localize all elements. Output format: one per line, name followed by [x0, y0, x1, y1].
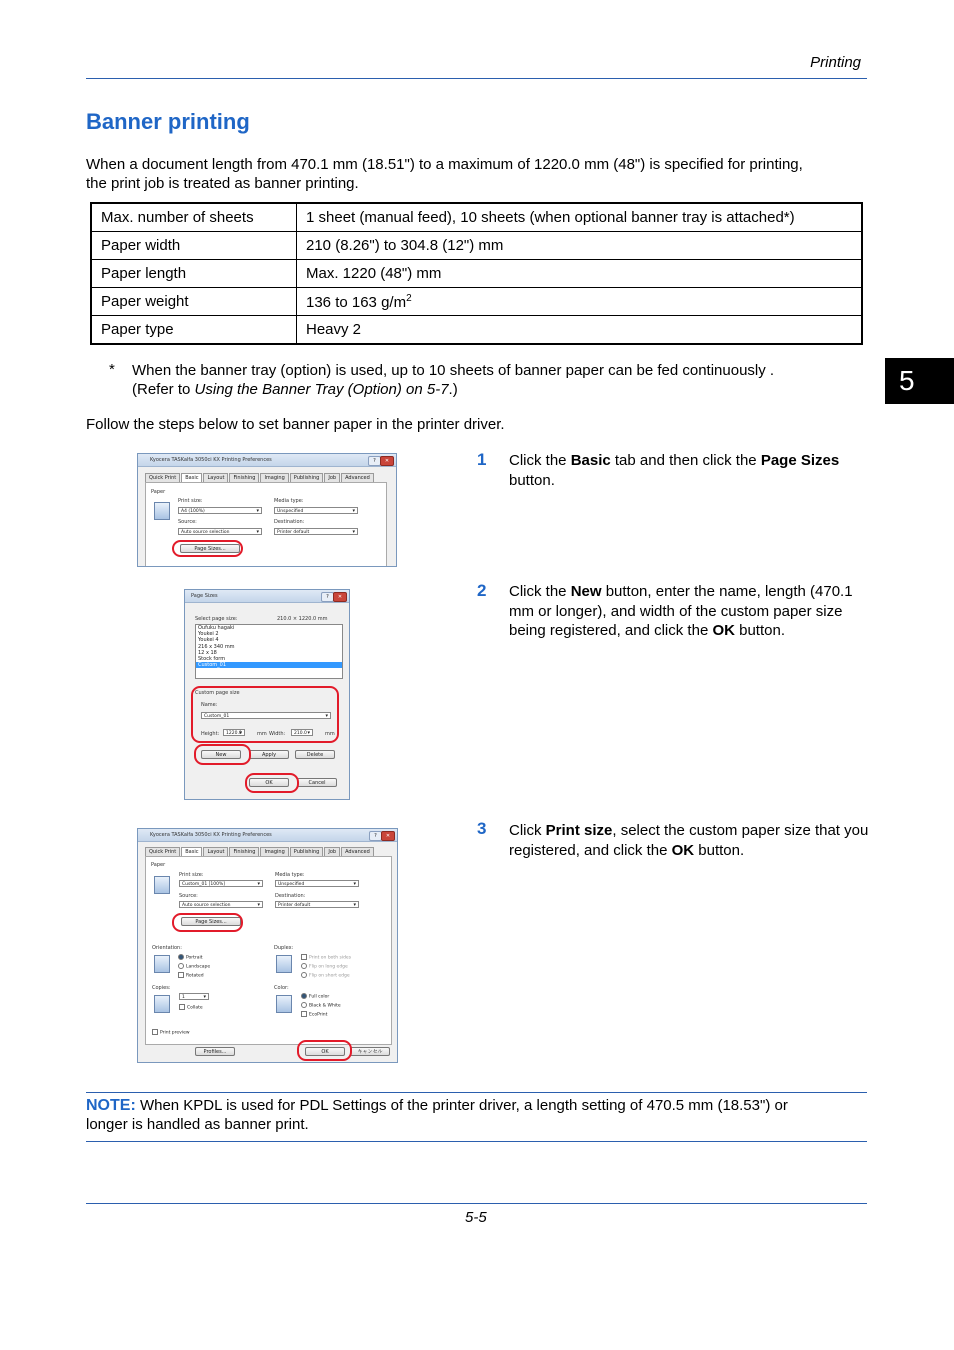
step-bold: Basic [570, 452, 611, 469]
list-item[interactable]: Stock form [198, 656, 226, 663]
running-header: Printing [810, 54, 861, 71]
help-icon[interactable]: ? [321, 592, 334, 602]
highlight-circle [172, 540, 243, 557]
note-rule-bottom [86, 1141, 867, 1142]
tab-bar [145, 473, 375, 482]
list-item-selected[interactable]: Custom_01 [196, 662, 342, 668]
highlight-circle [297, 1040, 352, 1061]
window-title: Page Sizes [191, 593, 218, 599]
spec-key: Paper length [91, 260, 297, 288]
spec-value [297, 288, 863, 316]
width-unit: mm [325, 731, 335, 737]
print-size-label: Print size: [178, 498, 203, 504]
help-icon[interactable]: ? [368, 456, 381, 466]
page-size-list[interactable] [195, 624, 343, 679]
print-size-label: Print size: [179, 872, 204, 878]
header-rule [86, 78, 867, 79]
radio-selected-icon [301, 993, 307, 999]
close-icon[interactable]: ✕ [380, 456, 394, 466]
profiles-button[interactable]: Profiles... [195, 1047, 235, 1056]
height-label: Height: [201, 731, 220, 737]
help-icon[interactable]: ? [369, 831, 382, 841]
option-label: Rotated [186, 973, 204, 979]
select-page-size-label: Select page size: [195, 616, 238, 622]
screenshot-page-sizes-dialog [184, 589, 350, 800]
table-row [91, 316, 862, 345]
step-number: 2 [477, 581, 487, 600]
print-preview-checkbox[interactable] [152, 1029, 190, 1036]
destination-label: Destination: [275, 893, 306, 899]
color-label: Color: [274, 985, 289, 991]
ok-button[interactable]: OK [305, 1047, 345, 1056]
close-icon[interactable]: ✕ [381, 831, 395, 841]
table-row [91, 232, 862, 260]
note [86, 1096, 788, 1134]
printer-icon [154, 502, 170, 520]
source-dropdown[interactable]: Auto source selection ▾ [179, 901, 263, 908]
source-dropdown[interactable]: Auto source selection ▾ [178, 528, 262, 535]
table-row [91, 203, 862, 232]
step-bold: OK [671, 841, 695, 859]
option-label: EcoPrint [309, 1012, 328, 1018]
option-label: Flip on long edge [309, 964, 348, 970]
step-number: 1 [477, 450, 487, 469]
step-text [509, 451, 869, 490]
spec-value: 1 sheet (manual feed), 10 sheets (when optional banner tray is attached*) [297, 203, 863, 232]
step-text-part: Click the [509, 452, 571, 469]
radio-icon [301, 963, 307, 969]
spec-key: Max. number of sheets [91, 203, 297, 232]
step-number: 3 [477, 819, 487, 838]
width-input[interactable]: 210.0 ▾ [291, 729, 313, 736]
orientation-label: Orientation: [152, 945, 182, 951]
table-row [91, 288, 862, 316]
flip-long-edge-radio[interactable] [301, 963, 348, 970]
step-text-part: button. [694, 841, 745, 859]
new-button[interactable]: New [201, 750, 241, 759]
checkbox-icon [179, 1004, 185, 1010]
option-label: Black & White [309, 1003, 341, 1009]
step-text-part: button. [509, 471, 555, 489]
chapter-tab: 5 [885, 358, 954, 404]
size-readout: 210.0 × 1220.0 mm [277, 616, 328, 622]
list-item[interactable]: Youkei 4 [198, 637, 219, 644]
footnote-suffix: .) [448, 381, 458, 398]
tab-imaging[interactable]: Imaging [260, 473, 288, 482]
flip-short-edge-radio[interactable] [301, 972, 350, 979]
cancel-button[interactable]: キャンセル [350, 1047, 390, 1056]
tab-imaging[interactable]: Imaging [260, 847, 288, 856]
spec-key: Paper weight [91, 288, 297, 316]
group-label: Paper [151, 862, 166, 868]
section-title: Banner printing [86, 109, 250, 134]
option-label: Print on both sides [309, 955, 352, 961]
intro-line-2: the print job is treated as banner printing. [86, 175, 359, 192]
footnote-prefix: (Refer to [132, 381, 195, 398]
tab-bar [145, 847, 375, 856]
checkbox-icon [178, 972, 184, 978]
step-bold: Print size [545, 822, 613, 839]
radio-icon [301, 1002, 307, 1008]
source-label: Source: [179, 893, 198, 899]
checkbox-icon [301, 954, 307, 960]
window-titlebar [138, 829, 397, 842]
intro-paragraph [86, 155, 803, 193]
print-size-dropdown[interactable]: A4 (100%) ▾ [178, 507, 262, 514]
footnote [132, 361, 774, 399]
tab-publishing[interactable]: Publishing [290, 847, 324, 856]
step-text-part: tab and then click the [610, 452, 761, 469]
width-label: Width: [269, 731, 286, 737]
name-label: Name: [201, 702, 218, 708]
note-line-1 [86, 1096, 788, 1115]
radio-icon [301, 972, 307, 978]
name-input[interactable]: Custom_01 ▾ [201, 712, 331, 719]
ok-button[interactable]: OK [249, 778, 289, 787]
spec-value: Max. 1220 (48") mm [297, 260, 863, 288]
print-both-sides-checkbox[interactable] [301, 954, 351, 961]
tab-basic[interactable]: Basic [181, 473, 202, 482]
window-titlebar [185, 590, 349, 603]
list-item[interactable]: 12 x 18 [198, 649, 217, 656]
media-type-label: Media type: [274, 498, 304, 504]
cross-reference-link[interactable]: Using the Banner Tray (Option) on 5-7 [194, 381, 449, 398]
footnote-mark: * [109, 361, 115, 378]
window-title: Kyocera TASKalfa 3050ci KX Printing Preferences [150, 457, 272, 463]
note-line-2: longer is handled as banner print. [86, 1116, 309, 1133]
page-sizes-button[interactable]: Page Sizes... [181, 917, 241, 926]
media-type-dropdown[interactable]: Unspecified ▾ [275, 880, 359, 887]
destination-dropdown[interactable]: Printer default ▾ [275, 901, 359, 908]
destination-dropdown[interactable]: Printer default ▾ [274, 528, 358, 535]
step-text-part: Click the [509, 583, 571, 600]
step-text-part: button, enter the name, length (470.1 mm or longer), and width of the custom paper size being registered, and click the [509, 583, 853, 639]
tab-advanced[interactable]: Advanced [341, 847, 374, 856]
delete-button[interactable]: Delete [295, 750, 335, 759]
duplex-label: Duplex: [274, 945, 294, 951]
tab-layout[interactable]: Layout [203, 473, 228, 482]
step-text-part: Click [509, 822, 546, 839]
option-label: Full color [309, 994, 330, 1000]
copies-icon [154, 995, 170, 1013]
step-text [509, 582, 854, 641]
step-text-part: button. [734, 622, 785, 639]
list-item[interactable]: Oufuku hagaki [198, 625, 235, 631]
option-label: Print preview [160, 1030, 190, 1036]
highlight-circle [245, 773, 299, 793]
black-white-radio[interactable] [301, 1002, 341, 1009]
cancel-button[interactable]: Cancel [297, 778, 337, 787]
screenshot-printing-preferences-full [137, 828, 398, 1063]
step-text [509, 821, 869, 860]
tab-quick-print[interactable]: Quick Print [145, 473, 180, 482]
list-item[interactable]: Youkei 2 [198, 631, 219, 638]
tab-advanced[interactable]: Advanced [341, 473, 374, 482]
highlight-circle [172, 913, 243, 932]
table-row [91, 260, 862, 288]
option-label: Portrait [186, 955, 203, 961]
spec-key: Paper width [91, 232, 297, 260]
highlight-circle [191, 686, 339, 743]
orientation-icon [154, 955, 170, 973]
tab-finishing[interactable]: Finishing [229, 473, 259, 482]
tab-finishing[interactable]: Finishing [229, 847, 259, 856]
duplex-icon [276, 955, 292, 973]
intro-line-1: When a document length from 470.1 mm (18.51") to a maximum of 1220.0 mm (48") is specified for printing, [86, 156, 803, 173]
portrait-radio[interactable] [178, 954, 203, 961]
screenshot-printing-preferences [137, 453, 397, 567]
print-size-dropdown[interactable]: Custom_01 [100%] ▾ [179, 880, 263, 887]
radio-icon [178, 963, 184, 969]
note-label: NOTE: [86, 1097, 136, 1114]
tab-job[interactable]: Job [324, 847, 340, 856]
tab-job[interactable]: Job [324, 473, 340, 482]
collate-checkbox[interactable] [179, 1004, 203, 1011]
spec-value-text: 136 to 163 g/m [306, 293, 407, 311]
height-unit: mm [257, 731, 267, 737]
basic-panel [145, 856, 392, 1045]
checkbox-icon [152, 1029, 158, 1035]
tab-publishing[interactable]: Publishing [290, 473, 324, 482]
step-bold: New [570, 583, 602, 600]
superscript: 2 [406, 292, 412, 304]
highlight-circle [194, 744, 251, 765]
landscape-radio[interactable] [178, 963, 210, 970]
page-sizes-button[interactable]: Page Sizes... [180, 544, 240, 553]
source-label: Source: [178, 519, 197, 525]
apply-button[interactable]: Apply [249, 750, 289, 759]
full-color-radio[interactable] [301, 993, 329, 1000]
step-bold: OK [712, 622, 735, 639]
spec-value: 210 (8.26") to 304.8 (12") mm [297, 232, 863, 260]
option-label: Landscape [186, 964, 211, 970]
note-text: When KPDL is used for PDL Settings of the printer driver, a length setting of 470.5 mm (18.53") or [135, 1097, 788, 1114]
height-input[interactable]: 1220.0 ▾ [223, 729, 245, 736]
custom-group-label: Custom page size [195, 690, 240, 696]
footnote-line-2 [132, 380, 774, 399]
option-label: Collate [187, 1005, 203, 1011]
spec-key: Paper type [91, 316, 297, 345]
ecoprint-checkbox[interactable] [301, 1011, 327, 1018]
printer-icon [154, 876, 170, 894]
list-item[interactable]: 216 x 340 mm [198, 643, 235, 650]
window-titlebar [138, 454, 396, 467]
step-text-part: , select the custom paper size that you registered, and click the [509, 822, 869, 859]
tab-basic[interactable]: Basic [181, 847, 202, 856]
tab-layout[interactable]: Layout [203, 847, 228, 856]
rotated-checkbox[interactable] [178, 972, 204, 979]
group-label: Paper [151, 489, 166, 495]
footer-rule [86, 1203, 867, 1204]
window-title: Kyocera TASKalfa 3050ci KX Printing Preferences [150, 832, 272, 838]
page-number: 5-5 [465, 1209, 487, 1226]
note-rule-top [86, 1092, 867, 1093]
radio-selected-icon [178, 954, 184, 960]
spec-value: Heavy 2 [297, 316, 863, 345]
tab-quick-print[interactable]: Quick Print [145, 847, 180, 856]
copies-stepper[interactable]: 1 ▾ [179, 993, 209, 1000]
spec-table [90, 202, 863, 345]
follow-text: Follow the steps below to set banner paper in the printer driver. [86, 416, 505, 433]
color-icon [276, 995, 292, 1013]
checkbox-icon [301, 1011, 307, 1017]
close-icon[interactable]: ✕ [333, 592, 347, 602]
option-label: Flip on short edge [309, 973, 350, 979]
media-type-dropdown[interactable]: Unspecified ▾ [274, 507, 358, 514]
destination-label: Destination: [274, 519, 305, 525]
copies-label: Copies: [152, 985, 171, 991]
step-bold: Page Sizes [760, 452, 840, 469]
media-type-label: Media type: [275, 872, 305, 878]
footnote-line-1: When the banner tray (option) is used, up to 10 sheets of banner paper can be fed continuously . [132, 362, 775, 379]
